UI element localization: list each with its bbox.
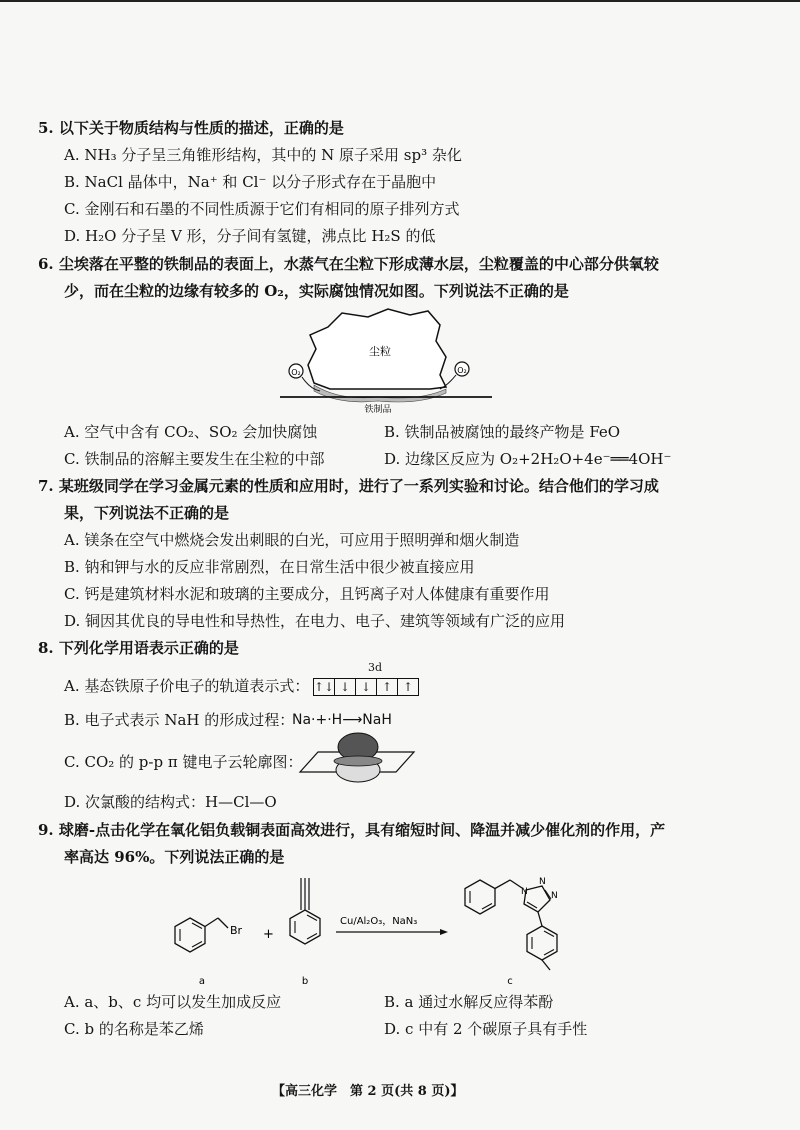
q9-option-d: D. c 中有 2 个碳原子具有手性 <box>384 1020 588 1038</box>
q8-stem: 8. 下列化学用语表示正确的是 <box>38 639 239 657</box>
q7-option-c: C. 钙是建筑材料水泥和玻璃的主要成分，且钙离子对人体健康有重要作用 <box>64 585 550 603</box>
reagent-label: Cu/Al₂O₃，NaN₃ <box>340 916 418 927</box>
dust-label: 尘粒 <box>369 345 391 358</box>
o2-label-right: O₂ <box>457 366 467 375</box>
q9-option-a: A. a、b、c 均可以发生加成反应 <box>64 993 282 1011</box>
q6-option-a: A. 空气中含有 CO₂、SO₂ 会加快腐蚀 <box>64 423 318 441</box>
q7-option-b: B. 钠和钾与水的反应非常剧烈，在日常生活中很少被直接应用 <box>64 558 475 576</box>
q5-option-b: B. NaCl 晶体中，Na⁺ 和 Cl⁻ 以分子形式存在于晶胞中 <box>64 173 437 191</box>
label-a: a <box>198 976 206 987</box>
reaction-scheme <box>150 866 620 990</box>
q7-stem-line1: 7. 某班级同学在学习金属元素的性质和应用时，进行了一系列实验和讨论。结合他们的学习成 <box>38 477 659 495</box>
label-c: c <box>507 976 513 987</box>
top-border-line <box>0 0 800 2</box>
triazole-n1: N <box>521 887 528 897</box>
q7-stem-line2: 果，下列说法不正确的是 <box>64 504 230 522</box>
nah-formation: Na·+·H⟶NaH <box>292 712 392 728</box>
reaction-arrowhead <box>440 929 448 935</box>
orbital-box-3: ↓ <box>355 678 377 696</box>
bromine-label: Br <box>230 924 243 937</box>
corrosion-figure <box>270 305 500 417</box>
q5-option-a: A. NH₃ 分子呈三角锥形结构，其中的 N 原子采用 sp³ 杂化 <box>64 146 462 164</box>
label-b: b <box>301 976 309 987</box>
q9-option-b: B. a 通过水解反应得苯酚 <box>384 993 554 1011</box>
q5-option-d: D. H₂O 分子呈 V 形，分子间有氢键，沸点比 H₂S 的低 <box>64 227 436 245</box>
o2-label-left: O₂ <box>291 368 301 377</box>
orbital-box-5: ↑ <box>397 678 419 696</box>
q5-stem: 5. 以下关于物质结构与性质的描述，正确的是 <box>38 119 344 137</box>
q9-stem-line2: 率高达 96%。下列说法正确的是 <box>64 848 285 866</box>
pi-lobe-middle <box>334 756 382 766</box>
triazole-n2: N <box>539 877 546 887</box>
q8-3d-label: 3d <box>368 661 383 674</box>
triazole-n3: N <box>551 891 558 901</box>
q7-option-a: A. 镁条在空气中燃烧会发出刺眼的白光，可应用于照明弹和烟火制造 <box>64 531 520 549</box>
q8-option-c-text: C. CO₂ 的 p-p π 键电子云轮廓图： <box>64 753 303 771</box>
q9-stem-line1: 9. 球磨-点击化学在氧化铝负载铜表面高效进行，具有缩短时间、降温并减少催化剂的作用，产 <box>38 821 666 839</box>
q6-option-b: B. 铁制品被腐蚀的最终产物是 FeO <box>384 423 621 441</box>
orbital-box-2: ↓ <box>334 678 356 696</box>
q8-option-d: D. 次氯酸的结构式：H—Cl—O <box>64 793 277 811</box>
orbital-diagram <box>314 676 419 696</box>
q7-option-d: D. 铜因其优良的导电性和导热性，在电力、电子、建筑等领域有广泛的应用 <box>64 612 566 630</box>
q6-stem-line1: 6. 尘埃落在平整的铁制品的表面上，水蒸气在尘粒下形成薄水层，尘粒覆盖的中心部分供氧较 <box>38 255 659 273</box>
orbital-box-4: ↑ <box>376 678 398 696</box>
q8-option-b-text: B. 电子式表示 NaH 的形成过程： <box>64 711 295 729</box>
compound-a <box>175 918 243 952</box>
plus-sign: + <box>263 927 274 942</box>
q6-stem-line2: 少，而在尘粒的边缘有较多的 O₂，实际腐蚀情况如图。下列说法不正确的是 <box>64 282 569 300</box>
q6-option-d: D. 边缘区反应为 O₂+2H₂O+4e⁻══4OH⁻ <box>384 450 672 468</box>
q9-option-c: C. b 的名称是苯乙烯 <box>64 1020 204 1038</box>
page-footer: 【高三化学 第 2 页(共 8 页)】 <box>272 1084 464 1099</box>
compound-b <box>290 878 320 944</box>
compound-c <box>465 877 558 970</box>
q5-option-c: C. 金刚石和石墨的不同性质源于它们有相同的原子排列方式 <box>64 200 460 218</box>
q6-option-c: C. 铁制品的溶解主要发生在尘粒的中部 <box>64 450 325 468</box>
pi-bond-figure <box>296 728 418 786</box>
orbital-box-1: ↑↓ <box>314 680 335 694</box>
q8-option-a-text: A. 基态铁原子价电子的轨道表示式： <box>64 677 310 695</box>
iron-label: 铁制品 <box>364 405 392 415</box>
